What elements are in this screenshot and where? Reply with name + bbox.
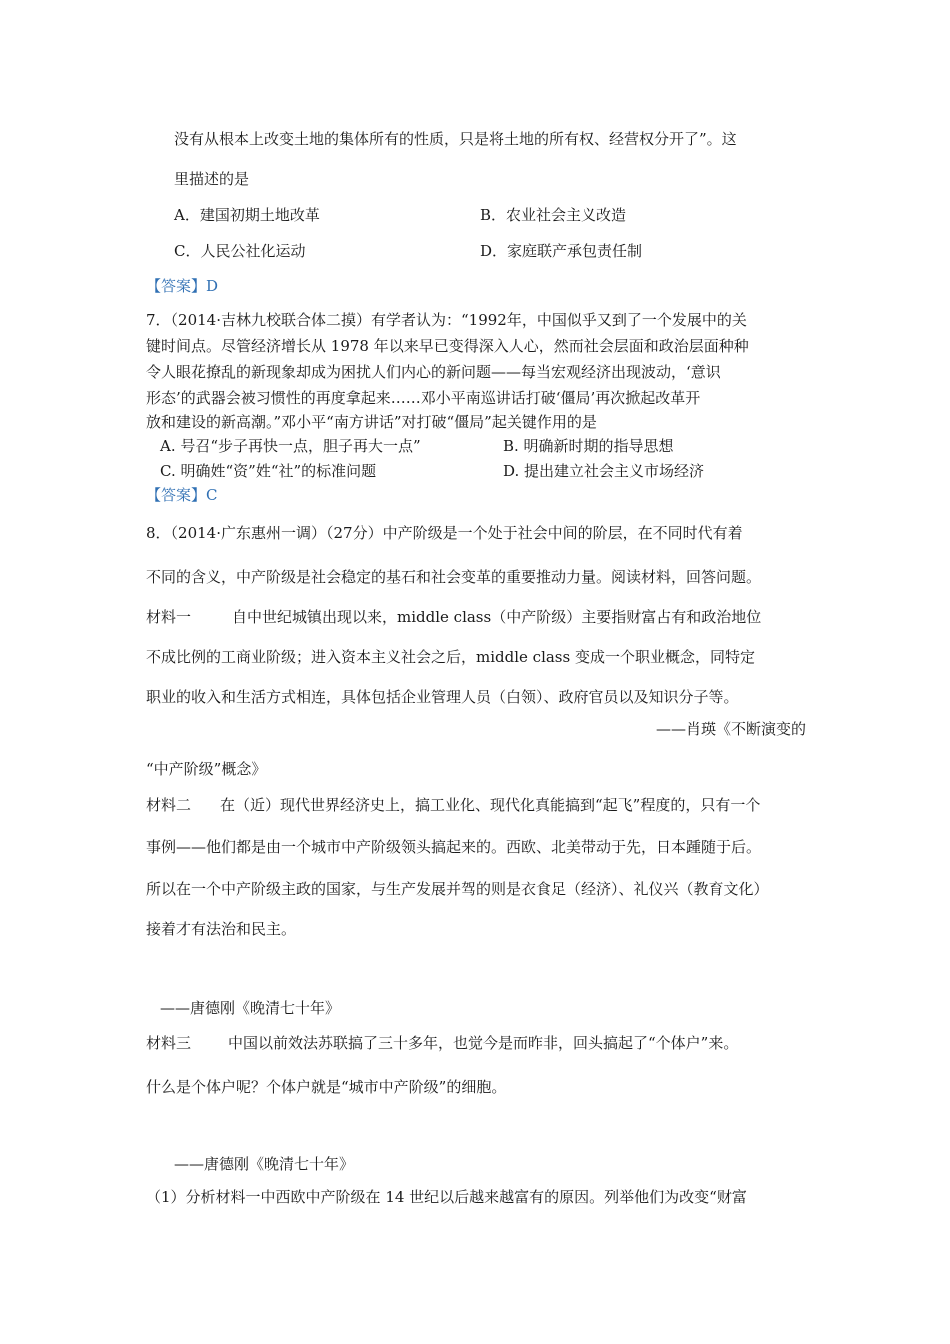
- material-1-line-1: 自中世纪城镇出现以来，middle class（中产阶级）主要指财富占有和政治地位: [232, 608, 762, 626]
- q7-option-a: A. 号召“步子再快一点，胆子再大一点”: [160, 437, 421, 455]
- material-1-source-2: “中产阶级”概念》: [146, 760, 267, 778]
- q7-option-d: D. 提出建立社会主义市场经济: [503, 462, 705, 480]
- q8-line-1: 8．（2014·广东惠州一调）（27分）中产阶级是一个处于社会中间的阶层，在不同时代有着: [146, 524, 743, 542]
- q7-line-2: 键时间点。尽管经济增长从 1978 年以来早已变得深入人心，然而社会层面和政治层面种种: [146, 337, 749, 355]
- material-1-label: 材料一: [146, 608, 192, 626]
- q7-line-5: 放和建设的新高潮。”邓小平“南方讲话”对打破“僵局”起关键作用的是: [146, 413, 597, 431]
- q7-option-b: B. 明确新时期的指导思想: [503, 437, 674, 455]
- q7-line-1: 7．（2014·吉林九校联合体二摸）有学者认为：“1992年，中国似乎又到了一个发展中的关: [146, 311, 747, 329]
- material-1-line-2: 不成比例的工商业阶级；进入资本主义社会之后，middle class 变成一个职业概念，同特定: [146, 648, 755, 666]
- material-2-line-2: 事例——他们都是由一个城市中产阶级领头搞起来的。西欧、北美带动于先，日本踵随于后。: [146, 838, 762, 856]
- q6-option-c: C．人民公社化运动: [174, 242, 306, 260]
- material-2-line-3: 所以在一个中产阶级主政的国家，与生产发展并驾的则是衣食足（经济）、礼仪兴（教育文化）: [146, 880, 769, 898]
- q6-line-1: 没有从根本上改变土地的集体所有的性质，只是将土地的所有权、经营权分开了”。这: [174, 130, 737, 148]
- sub-question-1: （1）分析材料一中西欧中产阶级在 14 世纪以后越来越富有的原因。列举他们为改变“财富: [146, 1188, 747, 1206]
- answer-value: D: [206, 277, 219, 295]
- material-3-line-2: 什么是个体户呢？个体户就是“城市中产阶级”的细胞。: [146, 1078, 507, 1096]
- answer-label: 【答案】: [146, 277, 207, 295]
- material-3-source: ——唐德刚《晚清七十年》: [174, 1155, 355, 1173]
- q7-line-4: 形态’的武器会被习惯性的再度拿起来……邓小平南巡讲话打破‘僵局’再次掀起改革开: [146, 389, 701, 407]
- material-3-label: 材料三: [146, 1034, 192, 1052]
- material-1-source-1: ——肖瑛《不断演变的: [656, 720, 807, 738]
- q6-answer: [146, 275, 218, 297]
- q7-line-3: 令人眼花撩乱的新现象却成为困扰人们内心的新问题——每当宏观经济出现波动，‘意识: [146, 363, 721, 381]
- material-2-source: ——唐德刚《晚清七十年》: [160, 999, 341, 1017]
- material-3-line-1: 中国以前效法苏联搞了三十多年，也觉今是而昨非，回头搞起了“个体户”来。: [228, 1034, 739, 1052]
- material-2-label: 材料二: [146, 796, 192, 814]
- material-2-line-1: 在（近）现代世界经济史上，搞工业化、现代化真能搞到“起飞”程度的，只有一个: [220, 796, 761, 814]
- q8-line-2: 不同的含义，中产阶级是社会稳定的基石和社会变革的重要推动力量。阅读材料，回答问题。: [146, 568, 762, 586]
- material-1-line-3: 职业的收入和生活方式相连，具体包括企业管理人员（白领）、政府官员以及知识分子等。: [146, 688, 739, 706]
- q6-line-2: 里描述的是: [174, 170, 250, 188]
- q7-option-c: C. 明确姓“资”姓“社”的标准问题: [160, 462, 377, 480]
- q6-option-d: D．家庭联产承包责任制: [480, 242, 643, 260]
- q6-option-a: A．建国初期土地改革: [174, 206, 320, 224]
- answer-value: C: [206, 486, 218, 504]
- q6-option-b: B．农业社会主义改造: [480, 206, 627, 224]
- material-2-line-4: 接着才有法治和民主。: [146, 920, 297, 938]
- q7-answer: [146, 484, 218, 506]
- answer-label: 【答案】: [146, 486, 207, 504]
